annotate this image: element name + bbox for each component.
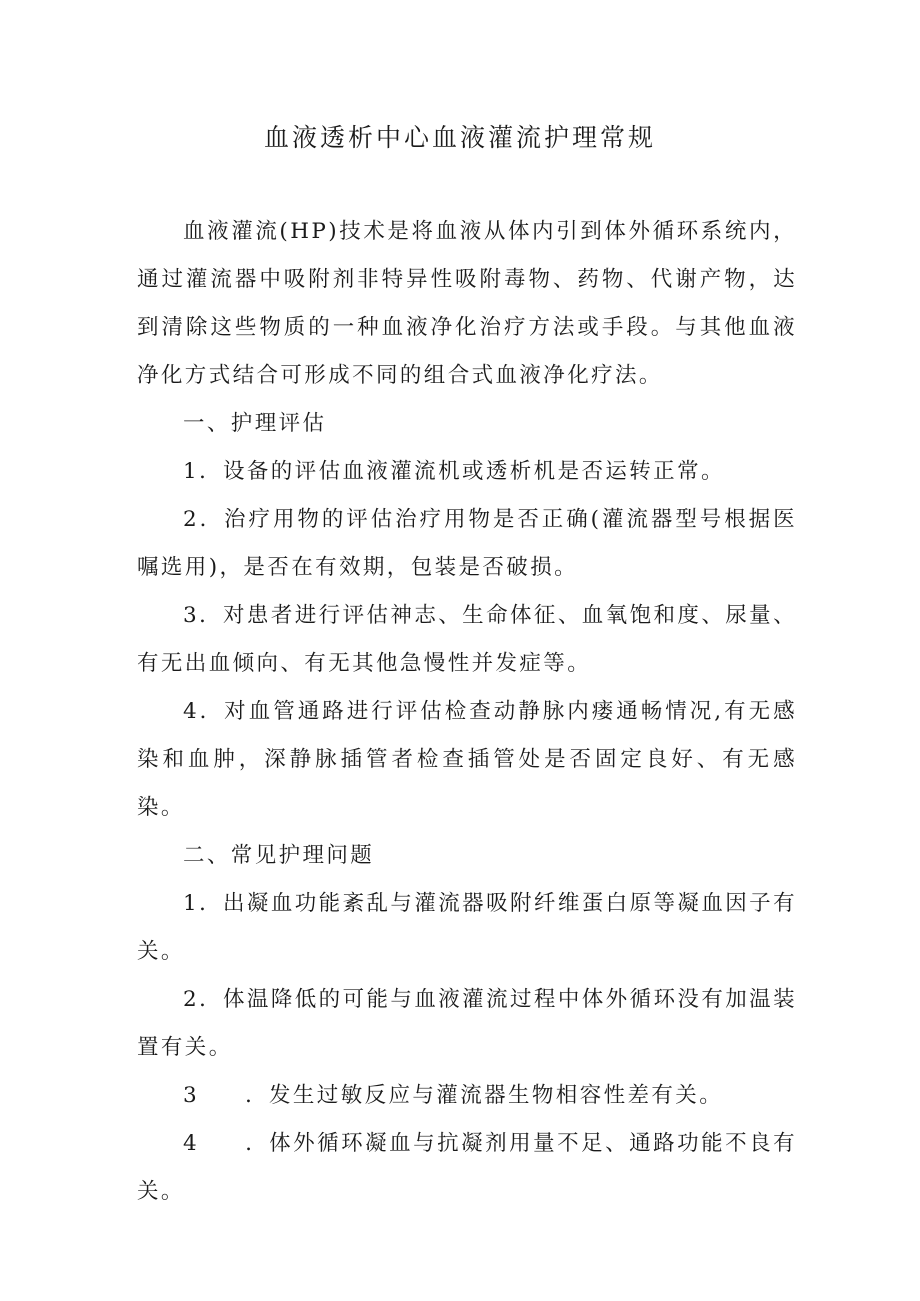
problem-item-4-text: ．体外循环凝血与抗凝剂用量不足、通路功能不良有关。 bbox=[137, 1131, 797, 1204]
assessment-item-3: 3．对患者进行评估神志、生命体征、血氧饱和度、尿量、有无出血倾向、有无其他急慢性并发症等。 bbox=[137, 603, 797, 676]
section-heading-problems: 二、常见护理问题 bbox=[183, 843, 375, 868]
assessment-item-4: 4．对血管通路进行评估检查动静脉内瘘通畅情况,有无感染和血肿，深静脉插管者检查插管处是否固定良好、有无感染。 bbox=[137, 699, 797, 820]
problem-item-4 bbox=[137, 1120, 797, 1216]
problem-item-1: 1．出凝血功能紊乱与灌流器吸附纤维蛋白原等凝血因子有关。 bbox=[137, 891, 797, 964]
assessment-item-2: 2．治疗用物的评估治疗用物是否正确(灌流器型号根据医嘱选用)，是否在有效期，包装是否破损。 bbox=[137, 507, 797, 580]
intro-paragraph: 血液灌流(HP)技术是将血液从体内引到体外循环系统内，通过灌流器中吸附剂非特异性吸附毒物、药物、代谢产物，达到清除这些物质的一种血液净化治疗方法或手段。与其他血液净化方式结合可形成不同的组合式血液净化疗法。 bbox=[137, 219, 797, 388]
section-heading-assessment: 一、护理评估 bbox=[183, 411, 327, 436]
problem-item-3 bbox=[137, 1072, 797, 1120]
problem-item-3-number: 3 bbox=[183, 1083, 200, 1108]
problem-item-2: 2．体温降低的可能与血液灌流过程中体外循环没有加温装置有关。 bbox=[137, 987, 797, 1060]
problem-item-4-number: 4 bbox=[183, 1131, 200, 1156]
document-title: 血液透析中心血液灌流护理常规 bbox=[263, 123, 656, 152]
problem-item-3-text: ．发生过敏反应与灌流器生物相容性差有关。 bbox=[245, 1083, 724, 1108]
document-body bbox=[137, 208, 797, 1216]
assessment-item-1: 1．设备的评估血液灌流机或透析机是否运转正常。 bbox=[183, 459, 725, 484]
